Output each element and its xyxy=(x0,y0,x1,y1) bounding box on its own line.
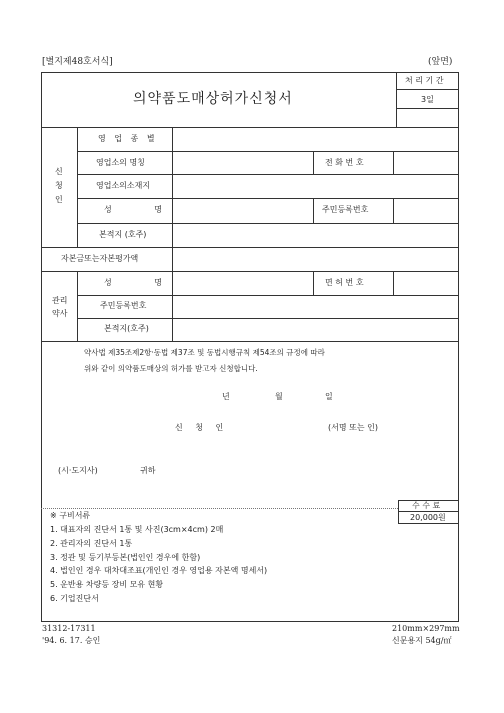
fee-value: 20,000원 xyxy=(410,513,446,522)
applicant-domicile-label: 본적지 (호주) xyxy=(99,230,147,239)
document-item-6: 6. 기업진단서 xyxy=(50,594,99,603)
document-item-3: 3. 정관 및 등기부등본(법인인 경우에 한함) xyxy=(50,553,201,562)
statement-line-2: 위와 같이 의약품도매상의 허가를 받고자 신청합니다. xyxy=(84,364,258,373)
date-year: 년 xyxy=(222,392,230,401)
applicant-label-1: 신 xyxy=(55,167,63,176)
capital-label: 자본금또는자본평가액 xyxy=(61,254,139,263)
date-month: 월 xyxy=(275,392,283,401)
approval-date: '94. 6. 17. 승인 xyxy=(42,636,101,645)
processing-period-value: 3일 xyxy=(421,95,434,104)
row-line-3 xyxy=(77,198,459,199)
license-label-left xyxy=(313,271,314,295)
section-col-line-2 xyxy=(77,271,78,341)
document-item-5: 5. 운반용 차량등 장비 모유 현황 xyxy=(50,580,164,589)
paper-size: 210mm×297mm xyxy=(392,624,460,633)
license-label-right xyxy=(393,271,394,295)
row-line-6 xyxy=(41,271,459,272)
pharmacist-label-2: 약사 xyxy=(52,309,68,318)
page-side: (앞면) xyxy=(428,57,453,67)
form-code: 31312-17311 xyxy=(42,624,96,633)
row-line-7 xyxy=(77,295,459,296)
applicant-name-label: 성 명 xyxy=(104,205,162,214)
fee-box-bottom xyxy=(398,523,459,524)
row-line-4 xyxy=(77,223,459,224)
phone-label-left xyxy=(313,151,314,174)
fee-box-mid xyxy=(398,511,459,512)
period-divider xyxy=(396,72,397,127)
form-title: 의약품도매상허가신청서 xyxy=(133,91,293,107)
document-item-1: 1. 대표자의 진단서 1통 및 사진(3cm×4cm) 2매 xyxy=(50,525,224,534)
business-name-label: 영업소의 명칭 xyxy=(96,158,145,167)
pharmacist-resident-label: 주민등록번호 xyxy=(100,301,147,310)
row-line-5 xyxy=(41,247,459,248)
authority-label: (시·도지사) xyxy=(58,466,98,475)
row-line-2 xyxy=(77,174,459,175)
addressee-label: 귀하 xyxy=(140,466,156,475)
pharmacist-label-1: 관리 xyxy=(52,296,68,305)
document-item-2: 2. 관리자의 진단서 1통 xyxy=(50,539,133,548)
license-number-label: 면 허 번 호 xyxy=(325,278,364,287)
pharmacist-domicile-label: 본적지(호주) xyxy=(104,324,149,333)
document-item-4: 4. 법인인 경우 대차대조표(개인인 경우 영업용 자본액 명세서) xyxy=(50,566,268,575)
resident-label-left xyxy=(313,198,314,223)
period-line-1 xyxy=(396,89,459,90)
applicant-label-2: 청 xyxy=(55,181,63,190)
row-line-8 xyxy=(77,318,459,319)
signer-label: 신 청 인 xyxy=(175,423,224,432)
period-line-2 xyxy=(396,108,459,109)
label-col-line-1 xyxy=(172,127,173,247)
phone-label: 전 화 번 호 xyxy=(325,158,364,167)
date-day: 일 xyxy=(325,392,333,401)
row-line-9 xyxy=(41,341,459,342)
documents-divider xyxy=(41,508,398,509)
applicant-label-3: 인 xyxy=(55,195,63,204)
row-line-1 xyxy=(77,151,459,152)
processing-period-label: 처 리 기 간 xyxy=(405,76,444,85)
business-address-label: 영업소의소재지 xyxy=(96,181,151,190)
pharmacist-name-label: 성 명 xyxy=(104,278,162,287)
section-col-line xyxy=(77,127,78,247)
phone-label-right xyxy=(393,151,394,174)
documents-heading: ※ 구비서류 xyxy=(50,511,91,520)
resident-label-right xyxy=(393,198,394,223)
label-col-line-2 xyxy=(172,247,173,341)
business-type-label: 영 업 종 별 xyxy=(98,134,155,143)
fee-label: 수 수 료 xyxy=(412,501,441,510)
applicant-resident-label: 주민등록번호 xyxy=(322,205,369,214)
form-number: [별지제48호서식] xyxy=(42,57,113,67)
paper-type: 신문용지 54g/㎡ xyxy=(392,636,452,645)
statement-line-1: 약사법 제35조제2항·동법 제37조 및 동법시행규칙 제54조의 규정에 따라 xyxy=(84,348,325,357)
signature-label: (서명 또는 인) xyxy=(328,423,378,432)
table-top-line xyxy=(41,127,459,128)
